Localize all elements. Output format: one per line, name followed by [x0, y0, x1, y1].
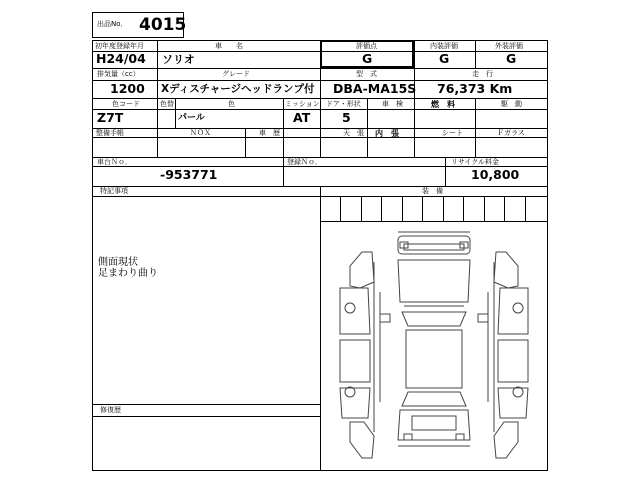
exterior-score-value: G [506, 51, 517, 66]
fuel-label: 燃 料 [431, 100, 455, 109]
car-diagram [320, 222, 548, 471]
displacement-label: 排気量（cc） [97, 70, 140, 78]
score-value: G [362, 51, 373, 66]
recycle-label: リサイクル料金 [451, 158, 500, 166]
recycle-value: 10,800 [471, 167, 520, 182]
roof-label: 天 張 [343, 129, 364, 137]
color-label: 色 [228, 100, 235, 108]
drive-label: 駆 動 [501, 100, 522, 108]
notes-line-1: 側面現状 [98, 257, 138, 268]
exterior-score-label: 外装評価 [495, 42, 523, 50]
model-value: DBA-MA15S [333, 81, 417, 96]
car-name-value: ソリオ [162, 53, 195, 66]
mileage-value: 76,373 Km [437, 81, 513, 96]
lot-label: 出品No． [97, 20, 128, 28]
year-value: H24/04 [96, 51, 146, 66]
color-swap-label: 色替 [160, 100, 174, 108]
score-label: 評価点 [356, 42, 377, 50]
color-code-value: Z7T [97, 110, 124, 125]
grade-label: グレード [222, 70, 250, 78]
transmission-label: ミッション [285, 100, 320, 108]
displacement-value: 1200 [110, 81, 145, 96]
class-label: 車 検 [382, 100, 403, 108]
notes-label: 特記事項 [100, 187, 128, 195]
nox-label: ＮＯＸ [190, 129, 211, 137]
model-label: 型 式 [356, 70, 377, 78]
interior-score-value: G [439, 51, 450, 66]
lot-number: 4015 [139, 15, 187, 35]
color-value: パール [178, 113, 205, 123]
doors-label: ドア・形状 [326, 100, 361, 108]
interior-score-label: 内装評価 [430, 42, 458, 50]
color-code-label: 色コード [112, 100, 140, 108]
manual-label: 整備手帳 [96, 129, 124, 137]
interior-trim-label: 内 張 [375, 129, 399, 138]
doors-value: 5 [342, 110, 351, 125]
car-name-label: 車 名 [215, 42, 243, 50]
chassis-value: -953771 [160, 167, 218, 182]
seat-label: シート [442, 129, 463, 137]
glass-label: Ｆガラス [497, 129, 525, 137]
year-label: 初年度登録年月 [95, 42, 144, 50]
transmission-value: AT [293, 110, 311, 125]
chassis-label: 車台Ｎｏ． [97, 158, 132, 166]
lot-box [92, 12, 187, 38]
repair-label: 修復歴 [100, 406, 121, 414]
mileage-label: 走 行 [472, 70, 493, 78]
grade-value: Xディスチャージヘッドランプ付 [161, 83, 315, 95]
notes-line-2: 足まわり曲り [98, 268, 158, 279]
equipment-label: 装 備 [422, 187, 443, 195]
reg-label: 登録Ｎｏ． [287, 158, 322, 166]
history-label: 車 歴 [259, 129, 280, 137]
